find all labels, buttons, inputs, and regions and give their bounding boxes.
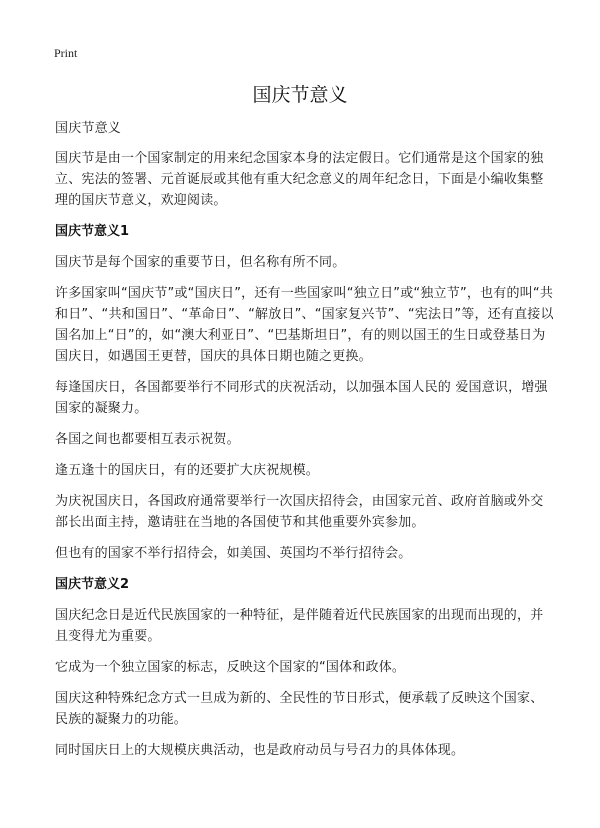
section-2 (55, 574, 555, 761)
section-heading: 国庆节意义2 (55, 577, 130, 592)
paragraph: 各国之间也都要相互表示祝贺。 (55, 432, 240, 447)
intro-paragraph: 国庆节是由一个国家制定的用来纪念国家本身的法定假日。它们通常是这个国家的独立、宪法的签署、元首诞辰或其他有重大纪念意义的周年纪念日，下面是小编收集整理的国庆节意义，欢迎阅读。 (55, 151, 544, 208)
paragraph: 国庆节是每个国家的重要节日，但名称有所不同。 (55, 255, 346, 270)
paragraph: 但也有的国家不举行招待会，如美国、英国均不举行招待会。 (55, 546, 412, 561)
paragraph: 国庆这种特殊纪念方式一旦成为新的、全民性的节日形式，便承载了反映这个国家、民族的凝聚力的功能。 (55, 691, 544, 727)
paragraph: 为庆祝国庆日，各国政府通常要举行一次国庆招待会，由国家元首、政府首脑或外交部长出面主持，邀请驻在当地的各国使节和其他重要外宾参加。 (55, 494, 544, 530)
article-body (55, 118, 555, 771)
paragraph: 逢五逢十的国庆日，有的还要扩大庆祝规模。 (55, 463, 320, 478)
section-1 (55, 221, 555, 564)
paragraph: 国庆纪念日是近代民族国家的一种特征，是伴随着近代民族国家的出现而出现的，并且变得尤为重要。 (55, 608, 544, 644)
print-link[interactable]: Print (54, 46, 78, 60)
paragraph: 许多国家叫“国庆节”或“国庆日”，还有一些国家叫“独立日”或“独立节”，也有的叫“共和日”、“共和国日”、“革命日”、“解放日”、“国家复兴节”、“宪法日”等，还有直接以国名加上“日”的，如“澳大利亚日”、“巴基斯坦日”，有的则以国王的生日或登基日为国庆日，如遇国王更替，国庆的具体日期也随之更换。 (55, 286, 554, 364)
paragraph: 每逢国庆日，各国都要举行不同形式的庆祝活动，以加强本国人民的 爱国意识，增强国家的凝聚力。 (55, 380, 548, 416)
page-title: 国庆节意义 (252, 84, 348, 106)
section-heading: 国庆节意义1 (55, 224, 130, 239)
paragraph: 同时国庆日上的大规模庆典活动，也是政府动员与号召力的具体体现。 (55, 743, 465, 758)
article-subtitle: 国庆节意义 (55, 121, 122, 136)
paragraph: 它成为一个独立国家的标志，反映这个国家的“国体和政体。 (55, 660, 406, 675)
